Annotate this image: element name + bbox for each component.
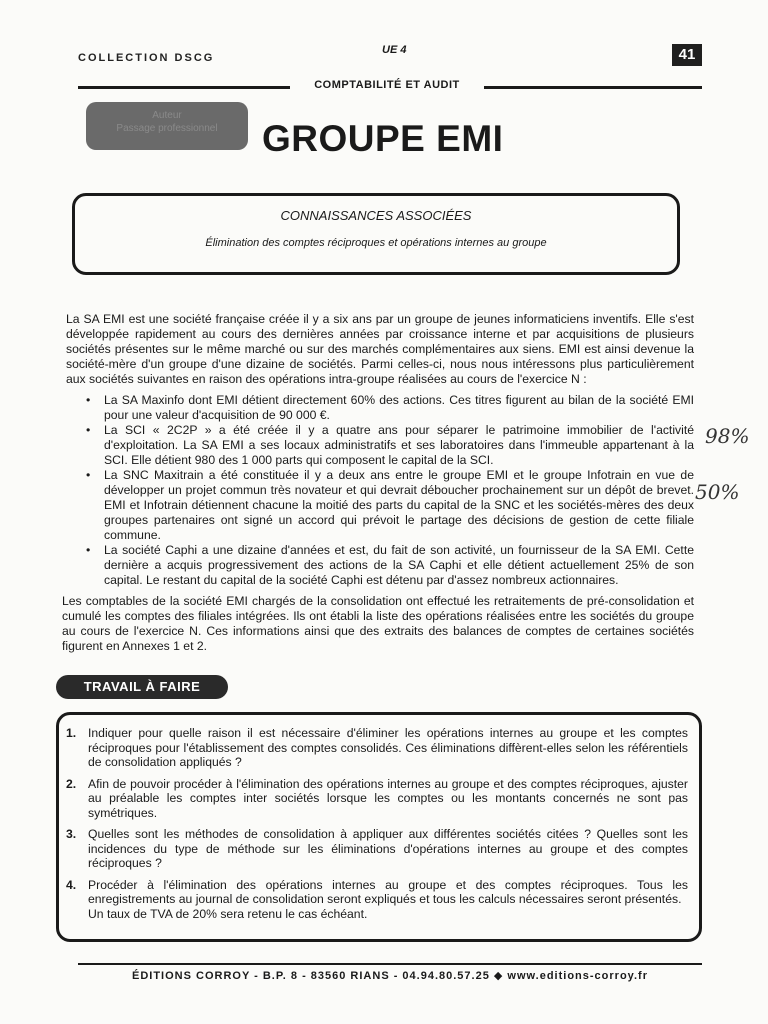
task-item: [66, 827, 688, 871]
collection-label: COLLECTION DSCG: [78, 52, 215, 64]
stamp-line-1: Auteur: [152, 110, 182, 121]
company-item-caphi: • La société Caphi a une dizaine d'années et est, du fait de son activité, un fournisseur de la SA EMI. Cette dernière a acquis progressivement des actions de la SA Caphi et elle détient actuellement 25% de son capital. Le restant du capital de la société Caphi est détenu par d'assez nombreux actionnaires.: [82, 543, 694, 588]
task-item: [66, 726, 688, 770]
subject-rule-left: [78, 86, 290, 89]
knowledge-box: [72, 193, 680, 275]
ue-label: UE 4: [382, 44, 407, 56]
task-number: 2.: [66, 776, 77, 791]
knowledge-heading: CONNAISSANCES ASSOCIÉES: [280, 208, 472, 223]
intro-paragraph: La SA EMI est une société française créée il y a six ans par un groupe de jeunes informaticiens inventifs. Elle s'est développée rapidement au cours des dernières années par croissance interne et par acquisitions de plusieurs sociétés présentes sur le même marché ou sur des marchés complémentaires aux siens. EMI est ainsi devenue la société-mère d'un groupe d'une dizaine de sociétés. Parmi celles-ci, nous nous intéressons plus particulièrement aux sociétés suivantes en raison des opérations intra-groupe réalisées au cours de l'exercice N :: [66, 312, 694, 386]
page-title: GROUPE EMI: [262, 118, 504, 159]
page-number: 41: [672, 44, 702, 66]
company-list: [82, 393, 694, 588]
task-number: 1.: [66, 726, 77, 740]
handwritten-note-98: 98%: [705, 424, 750, 448]
task-list: [66, 726, 688, 928]
consolidation-paragraph: Les comptables de la société EMI chargés de la consolidation ont effectué les retraitements de pré-consolidation et cumulé les comptes des filiales intégrées. Ils ont établi la liste des opérations réalisées entre les sociétés du groupe au cours de l'exercice N. Ces informations ainsi que des extraits des balances de comptes de certaines sociétés figurent en Annexes 1 et 2.: [62, 594, 694, 653]
stamp-label: [86, 102, 248, 150]
task-text: Quelles sont les méthodes de consolidation à appliquer aux différentes sociétés citées ? Quelles sont les incidences du type de méthode sur les éliminations d'opérations internes au groupe et des comptes réciproques ?: [88, 827, 688, 870]
task-text: Afin de pouvoir procéder à l'élimination des opérations internes au groupe et des comptes réciproques, ajuster au préalable les comptes inter sociétés lorsque les comptes ou les montants concernés ne sont pas symétriques.: [88, 776, 688, 820]
subject-rule-right: [484, 86, 702, 89]
stamp-line-2: Passage professionnel: [116, 123, 218, 134]
company-item-maxitrain: • La SNC Maxitrain a été constituée il y a deux ans entre le groupe EMI et le groupe Infotrain en vue de développer un projet commun très novateur et qui devrait déboucher prochainement sur un dépôt de brevet. EMI et Infotrain détiennent chacune la moitié des parts du capital de la SNC et les sociétés-mères des deux groupes partenaires ont signé un accord qui prévoit le partage des décisions de gestion de cette filiale commune.: [82, 468, 694, 543]
handwritten-note-50: 50%: [695, 480, 740, 504]
company-item-maxinfo: • La SA Maxinfo dont EMI détient directement 60% des actions. Ces titres figurent au bilan de la société EMI pour une valeur d'acquisition de 90 000 €.: [82, 393, 694, 423]
publisher-footer: ÉDITIONS CORROY - B.P. 8 - 83560 RIANS - 04.94.80.57.25 ◆ www.editions-corroy.fr: [132, 970, 648, 982]
travail-a-faire-label: TRAVAIL À FAIRE: [56, 675, 228, 699]
task-text: Procéder à l'élimination des opérations internes au groupe et des comptes réciproques. Tous les enregistrements au journal de consolidation seront expliqués et tous les calculs nécessaires seront présentés. Un taux de TVA de 20% sera retenu le cas échéant.: [88, 877, 688, 921]
task-item: [66, 777, 688, 821]
task-number: 4.: [66, 877, 77, 892]
footer-rule: [78, 963, 702, 965]
knowledge-text: Élimination des comptes réciproques et opérations internes au groupe: [205, 237, 547, 249]
subject-heading: COMPTABILITÉ ET AUDIT: [314, 79, 460, 91]
task-number: 3.: [66, 827, 77, 841]
task-item: [66, 878, 688, 922]
company-item-2c2p: • La SCI « 2C2P » a été créée il y a quatre ans pour séparer le patrimoine immobilier de l'activité d'exploitation. La SA EMI a ses locaux administratifs et ses laboratoires dans l'immeuble appartenant à la SCI. Elle détient 980 des 1 000 parts qui composent le capital de la SCI.: [82, 423, 694, 468]
task-text: Indiquer pour quelle raison il est nécessaire d'éliminer les opérations internes au groupe et les comptes réciproques pour l'établissement des comptes consolidés. Ces éliminations diffèrent-elles selon les référentiels de consolidation appliqués ?: [88, 726, 688, 769]
